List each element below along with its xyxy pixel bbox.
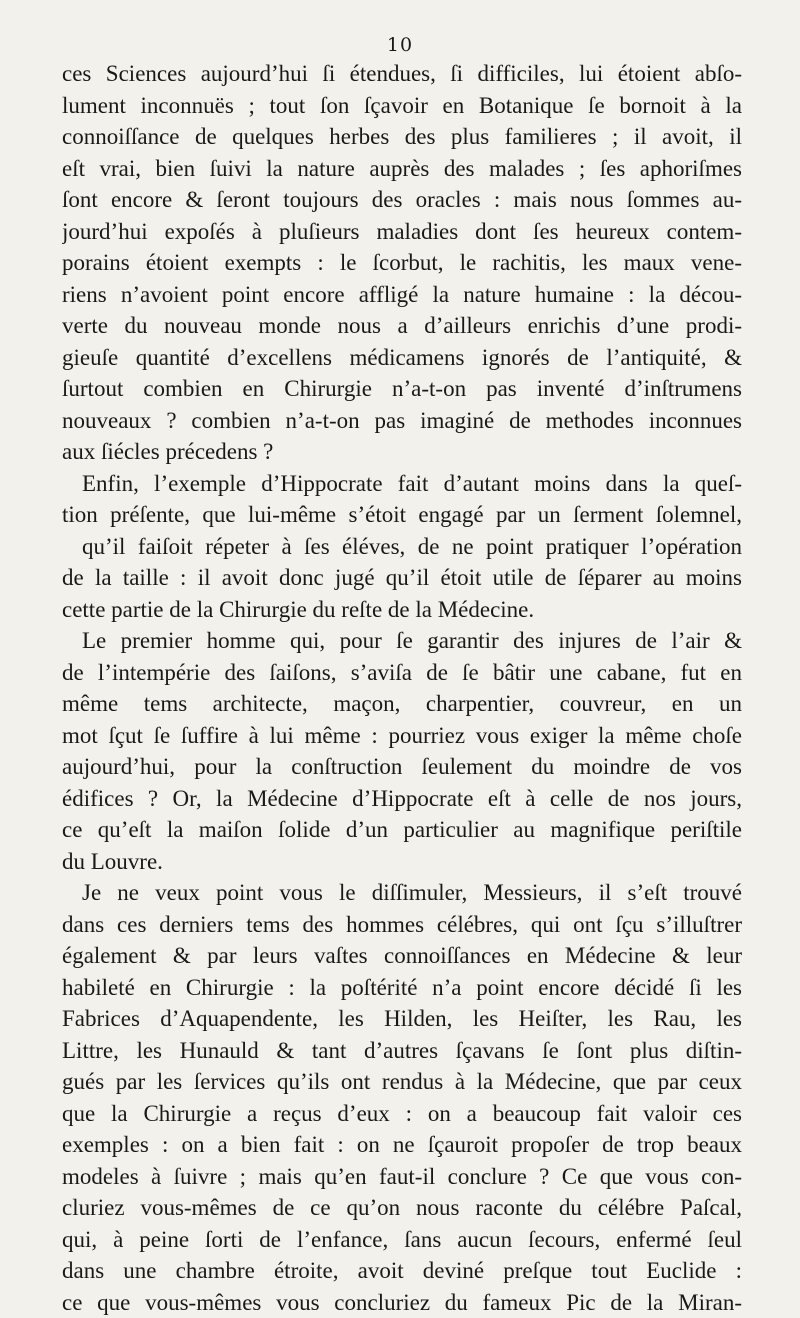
text-line: porains étoient exempts : le ſcorbut, le rachitis, les maux vene- [62, 247, 742, 279]
text-line: gieuſe quantité d’excellens médicamens ignorés de l’antiquité, & [62, 342, 742, 374]
text-line: Le premier homme qui, pour ſe garantir des injures de l’air & [62, 625, 742, 657]
text-line: riens n’avoient point encore affligé la nature humaine : la décou- [62, 279, 742, 311]
text-line: mot ſçut ſe ſuffire à lui même : pourriez vous exiger la même choſe [62, 720, 742, 752]
text-line: même tems architecte, maçon, charpentier, couvreur, en un [62, 688, 742, 720]
text-line: ſurtout combien en Chirurgie n’a-t-on pas inventé d’inſtrumens [62, 373, 742, 405]
text-line: modeles à ſuivre ; mais qu’en faut-il conclure ? Ce que vous con- [62, 1161, 742, 1193]
text-line: dans ces derniers tems des hommes célébres, qui ont ſçu s’illuſtrer [62, 909, 742, 941]
body-text [62, 58, 742, 1318]
text-line: également & par leurs vaſtes connoiſſances en Médecine & leur [62, 940, 742, 972]
page-number: 10 [380, 34, 420, 56]
text-line: Enfin, l’exemple d’Hippocrate fait d’autant moins dans la queſ- [62, 468, 742, 500]
text-line: qu’il faiſoit répeter à ſes éléves, de ne point pratiquer l’opération [62, 531, 742, 563]
text-line: aujourd’hui, pour la conſtruction ſeulement du moindre de vos [62, 751, 742, 783]
text-line: dans une chambre étroite, avoit deviné preſque tout Euclide : [62, 1255, 742, 1287]
text-line: ſont encore & ſeront toujours des oracles : mais nous ſommes au- [62, 184, 742, 216]
text-line: cluriez vous-mêmes de ce qu’on nous raconte du célébre Paſcal, [62, 1192, 742, 1224]
text-line: verte du nouveau monde nous a d’ailleurs enrichis d’une prodi- [62, 310, 742, 342]
text-line: ces Sciences aujourd’hui ſi étendues, ſi difficiles, lui étoient abſo- [62, 58, 742, 90]
text-line: eſt vrai, bien ſuivi la nature auprès des malades ; ſes aphoriſmes [62, 153, 742, 185]
text-line: ce qu’eſt la maiſon ſolide d’un particulier au magnifique periſtile [62, 814, 742, 846]
text-line: édifices ? Or, la Médecine d’Hippocrate eſt à celle de nos jours, [62, 783, 742, 815]
text-line: connoiſſance de quelques herbes des plus familieres ; il avoit, il [62, 121, 742, 153]
text-line: qui, à peine ſorti de l’enfance, ſans aucun ſecours, enfermé ſeul [62, 1224, 742, 1256]
text-line: Je ne veux point vous le diſſimuler, Messieurs, il s’eſt trouvé [62, 877, 742, 909]
text-line: exemples : on a bien fait : on ne ſçauroit propoſer de trop beaux [62, 1129, 742, 1161]
text-line: lument inconnuës ; tout ſon ſçavoir en Botanique ſe bornoit à la [62, 90, 742, 122]
text-line: gués par les ſervices qu’ils ont rendus à la Médecine, que par ceux [62, 1066, 742, 1098]
text-line: tion préſente, que lui-même s’étoit engagé par un ſerment ſolemnel, [62, 499, 742, 531]
text-line: de la taille : il avoit donc jugé qu’il étoit utile de ſéparer au moins [62, 562, 742, 594]
text-line: que la Chirurgie a reçus d’eux : on a beaucoup fait valoir ces [62, 1098, 742, 1130]
text-line: nouveaux ? combien n’a-t-on pas imaginé de methodes inconnues [62, 405, 742, 437]
text-line: Fabrices d’Aquapendente, les Hilden, les Heiſter, les Rau, les [62, 1003, 742, 1035]
text-line: Littre, les Hunauld & tant d’autres ſçavans ſe ſont plus diſtin- [62, 1035, 742, 1067]
text-line: de l’intempérie des ſaiſons, s’aviſa de ſe bâtir une cabane, fut en [62, 657, 742, 689]
text-line: jourd’hui expoſés à pluſieurs maladies dont ſes heureux contem- [62, 216, 742, 248]
text-line: aux ſiécles précedens ? [62, 436, 742, 468]
text-line: du Louvre. [62, 846, 742, 878]
text-line: cette partie de la Chirurgie du reſte de la Médecine. [62, 594, 742, 626]
text-line: habileté en Chirurgie : la poſtérité n’a point encore décidé ſi les [62, 972, 742, 1004]
text-line: ce que vous-mêmes vous concluriez du fameux Pic de la Miran- [62, 1287, 742, 1318]
